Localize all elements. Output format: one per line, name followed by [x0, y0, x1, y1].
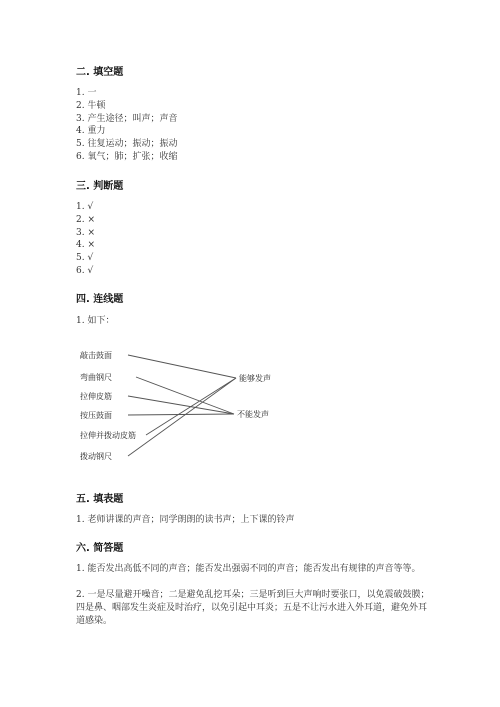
match-line: [128, 355, 236, 378]
list-item: 1. 一: [76, 88, 97, 98]
right-label: 不能发声: [237, 410, 269, 419]
left-label: 敲击鼓面: [80, 351, 112, 360]
list-item: 4. ×: [76, 240, 95, 251]
short-answer-heading: 六. 简答题: [76, 543, 124, 554]
left-label: 拉伸皮筋: [80, 392, 112, 401]
short-answer-2: 2. 一是尽量避开噪音；二是避免乱挖耳朵；三是听到巨大声响时要张口，以免震破鼓膜；四是鼻、咽部发生炎症及时治疗，以免引起中耳炎；五是不让污水进入外耳道，避免外耳道感染。: [76, 590, 430, 626]
left-label: 拨动钢尺: [80, 452, 112, 461]
fill-blank-list: [76, 87, 177, 164]
short-answer-1: 1. 能否发出高低不同的声音；能否发出强弱不同的声音；能否发出有规律的声音等等。: [76, 564, 421, 574]
list-item: 5. √: [76, 253, 94, 264]
match-line: [136, 377, 234, 414]
match-line: [128, 414, 234, 415]
list-item: 3. 产生途径；叫声；声音: [76, 113, 178, 124]
fill-blank-heading: 二. 填空题: [76, 67, 124, 78]
table-heading: 五. 填表题: [76, 494, 124, 505]
list-item: 2. ×: [76, 214, 95, 225]
list-item: 1. √: [76, 202, 94, 212]
list-item: 5. 往复运动；振动；振动: [76, 139, 178, 150]
judge-heading: 三. 判断题: [76, 181, 124, 192]
matching-intro: 1. 如下：: [76, 316, 115, 326]
right-label: 能够发声: [239, 374, 271, 383]
list-item: 6. √: [76, 265, 94, 276]
list-item: 6. 氧气；肺；扩张；收缩: [76, 151, 178, 162]
matching-heading: 四. 连线题: [76, 294, 124, 305]
judge-list: [76, 201, 95, 278]
left-label: 按压鼓面: [80, 411, 112, 420]
list-item: 3. ×: [76, 227, 95, 238]
table-answer: 1. 老师讲课的声音；同学朗朗的读书声；上下课的铃声: [76, 515, 295, 525]
left-label: 弯曲钢尺: [80, 373, 112, 382]
left-label: 拉伸并拨动皮筋: [80, 431, 136, 440]
list-item: 2. 牛顿: [76, 100, 106, 111]
list-item: 4. 重力: [76, 126, 106, 137]
matching-diagram: [76, 342, 316, 468]
match-line: [128, 396, 234, 414]
match-line: [128, 378, 236, 456]
